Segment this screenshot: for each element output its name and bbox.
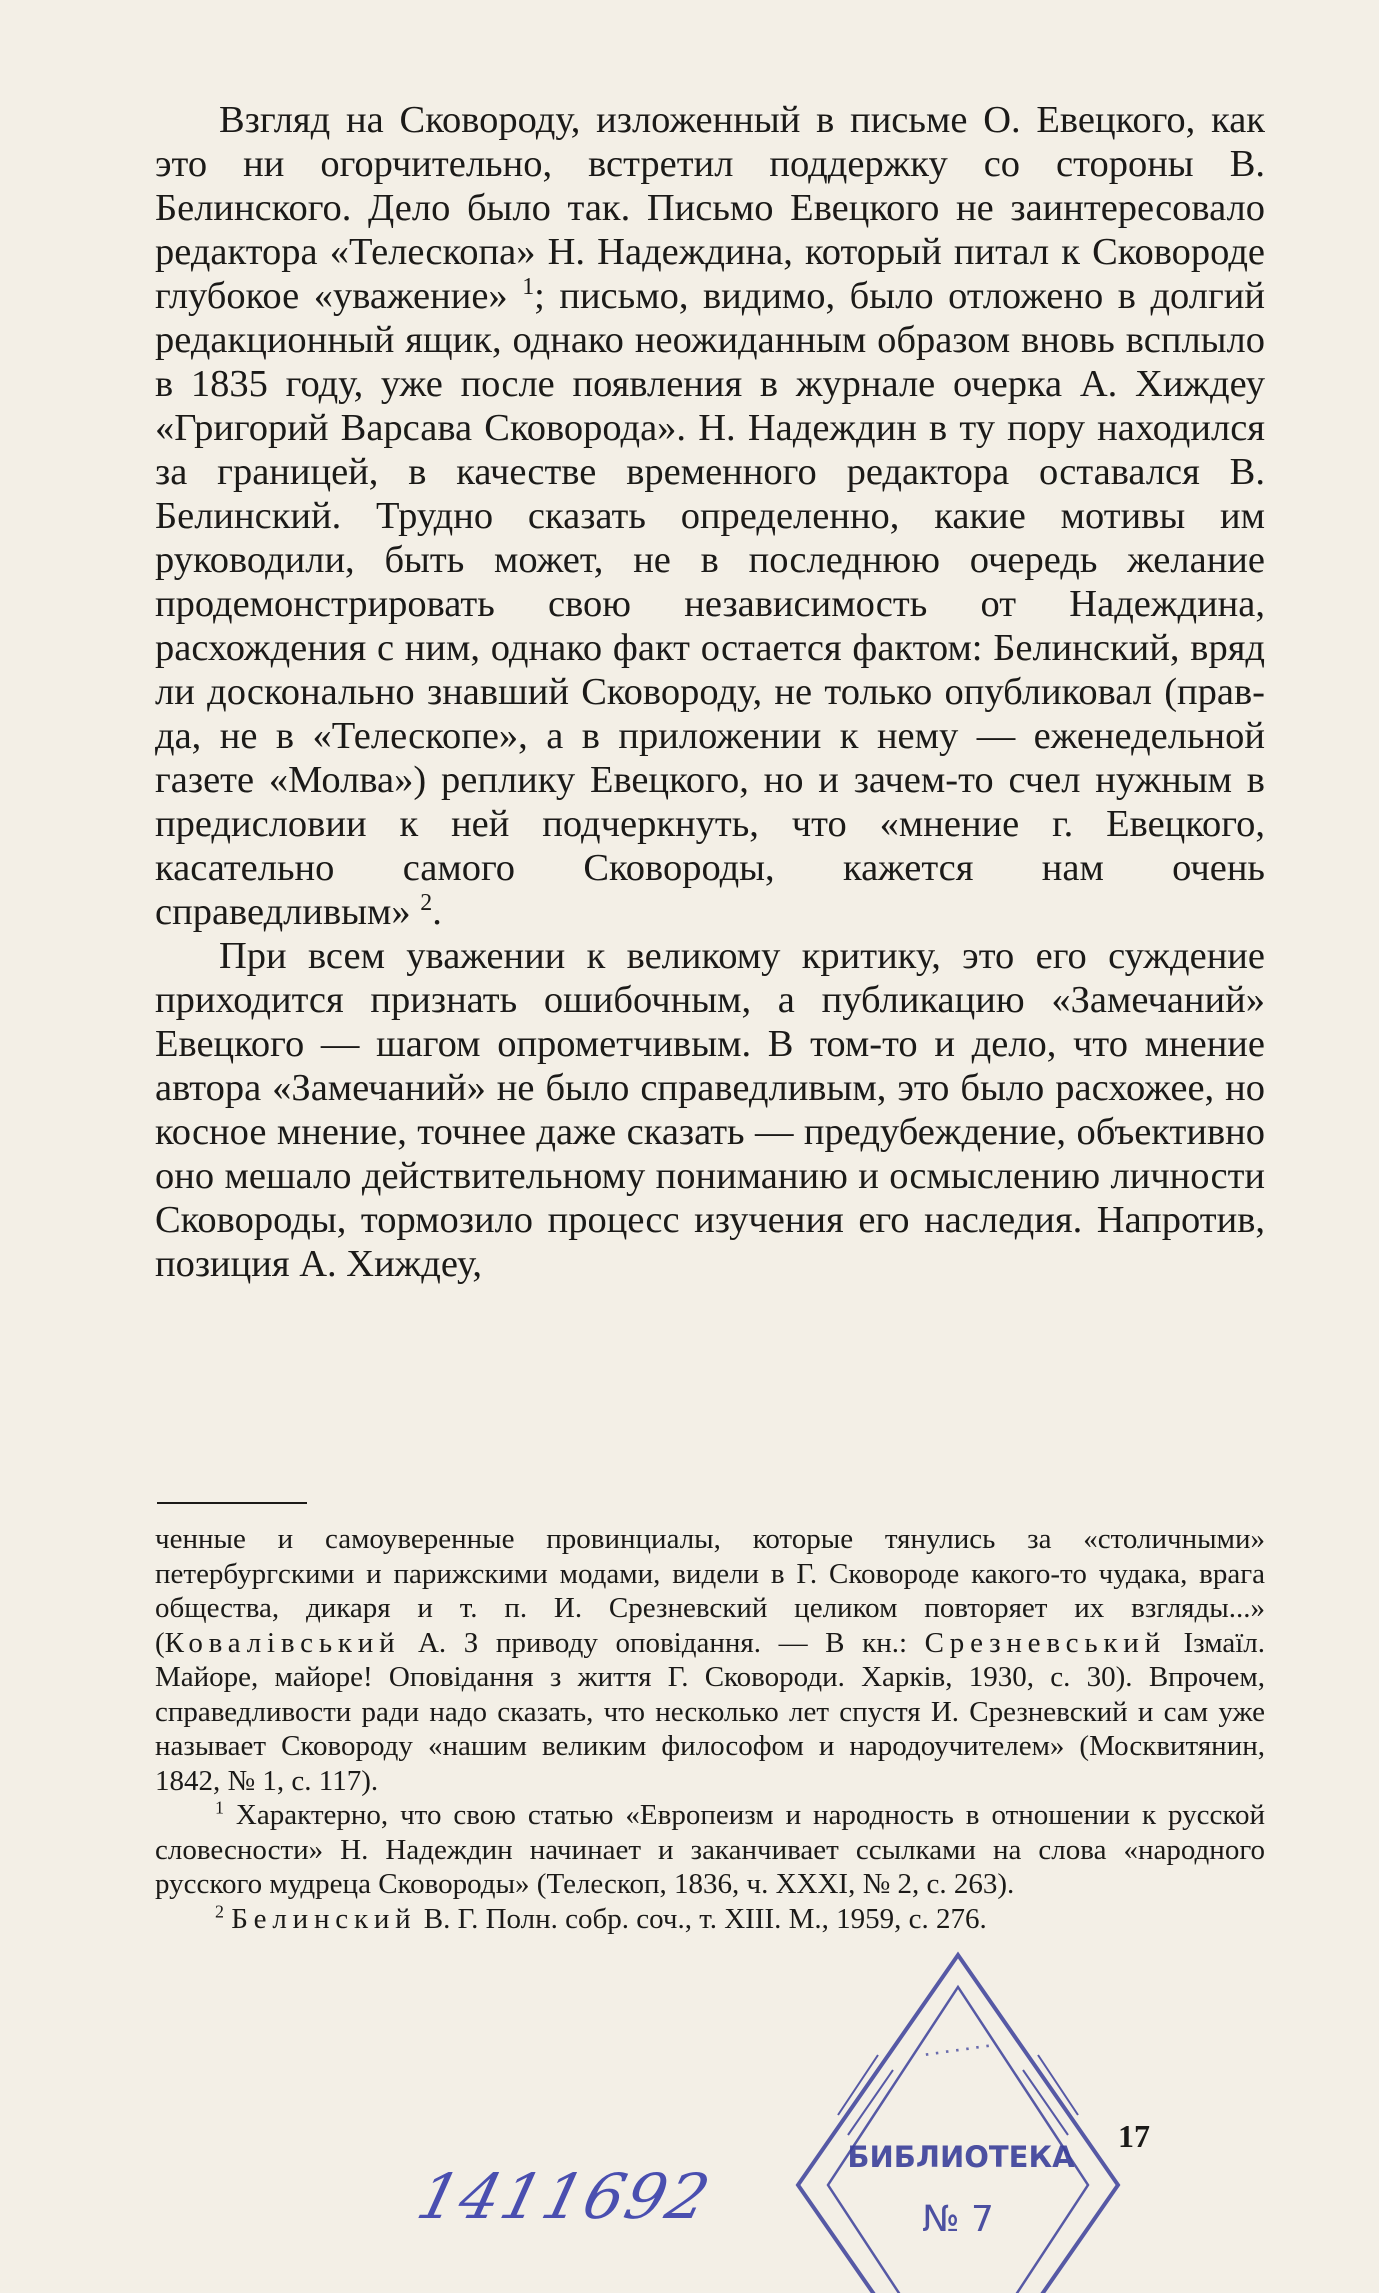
- footnote-continuation: [155, 1522, 1265, 1798]
- footnote-separator: [157, 1502, 307, 1504]
- fn-author-spaced-1: Ковалівський: [164, 1626, 401, 1659]
- stamp-number: № 7: [922, 2199, 994, 2240]
- page-number: 17: [1118, 2118, 1150, 2154]
- stamp-library-label: БИБЛИОТЕКА: [847, 2140, 1075, 2174]
- fn-cont-start: ченные и самоуверенные провинциалы, которые тянулись за «столичными» петербургскими и парижскими модами, видели в Г. Сковороде какого-то чудака, врага общества, дикаря и т. п. И. Срезневский целиком повторяет их взгляды...» (: [155, 1523, 1265, 1659]
- footnote-1-text: Характерно, что свою статью «Европеизм и народность в отношении к русской словесности» Н. Надеждин начинает и заканчивает ссылками на слова «народного русского мудреца Сковороды» (Телескоп, 1836, ч. XXXI, № 2, с. 263).: [155, 1799, 1265, 1900]
- stamp-arc-text: · · · · · · ·: [923, 2038, 992, 2064]
- handwritten-number-text: 1411692: [410, 2160, 719, 2233]
- paragraph-1-end: .: [432, 891, 442, 933]
- library-stamp: [778, 1935, 1138, 2293]
- fn-cont-mid: А. З приводу оповідання. — В кн.:: [400, 1626, 925, 1659]
- paragraph-2-text: При всем уважении к великому критику, это его суждение приходится признать ошибочным, а публикацию «Замечаний» Евецкого — шагом опрометчивым. В том-то и дело, что мнение автора «Замечаний» не было справедливым, это было расхожее, но косное мнение, точнее даже сказать — предубеждение, объективно оно мешало действительному пониманию и осмыслению личности Сковороды, тормозило процесс изучения его наследия. Напротив, позиция А. Хиждеу,: [155, 935, 1265, 1285]
- footnote-2-text: В. Г. Полн. собр. соч., т. XIII. М., 1959, с. 276.: [416, 1902, 987, 1935]
- paragraph-1: [155, 98, 1265, 934]
- handwritten-inventory-number: [410, 2150, 719, 2245]
- stamp-outer-border: [798, 1955, 1118, 2293]
- footnote-2-author: Белинский: [231, 1902, 417, 1935]
- main-text: [155, 98, 1265, 1286]
- footnote-1-marker: 1: [215, 1797, 224, 1818]
- paragraph-2: [155, 934, 1265, 1286]
- fn-author-spaced-2: Срезневський: [924, 1626, 1166, 1659]
- paragraph-1-text: Взгляд на Сковороду, изложенный в письме О. Евецкого, как это ни огорчительно, встретил поддержку со стороны В. Белинского. Дело было так. Письмо Евецкого не заинтересовало редактора «Телескопа» Н. Надеждина, который питал к Сковороде глубокое «уважение»: [155, 99, 1265, 317]
- footnote-1: [155, 1798, 1265, 1902]
- stamp-hatching: [838, 2055, 1078, 2135]
- footnote-2: [155, 1902, 1265, 1937]
- footnotes: [155, 1522, 1265, 1936]
- paragraph-1-text-cont: ; письмо, видимо, было отложено в долгий редакционный ящик, однако неожиданным образом вновь всплыло в 1835 году, уже после появления в журнале очерка А. Хиждеу «Григорий Варсава Сковорода». Н. Надеждин в ту пору находился за границей, в качестве временного редактора оставался В. Белинский. Трудно сказать определенно, какие мотивы им руководили, быть может, не в последнюю очередь желание продемонстрировать свою независимость от Надеждина, расхождения с ним, однако факт остается фактом: Белинский, вряд ли досконально знавший Сковороду, не только опубликовал (правда, не в «Телескопе», а в приложении к нему — еженедельной газете «Молва») реплику Евецкого, но и зачем-то счел нужным в предисловии к ней подчеркнуть, что «мнение г. Евецкого, касательно самого Сковороды, кажется нам очень справедливым»: [155, 275, 1265, 933]
- footnote-ref-1: 1: [522, 274, 535, 301]
- footnote-ref-2: 2: [420, 890, 433, 917]
- fn-cont-end: Ізмаїл. Майоре, майоре! Оповідання з життя Г. Сковороди. Харків, 1930, с. 30). Впрочем, справедливости ради надо сказать, что несколько лет спустя И. Срезневский и сам уже называет Сковороду «нашим великим философом и народоучителем» (Москвитянин, 1842, № 1, с. 117).: [155, 1626, 1265, 1797]
- footnote-2-marker: 2: [215, 1900, 224, 1921]
